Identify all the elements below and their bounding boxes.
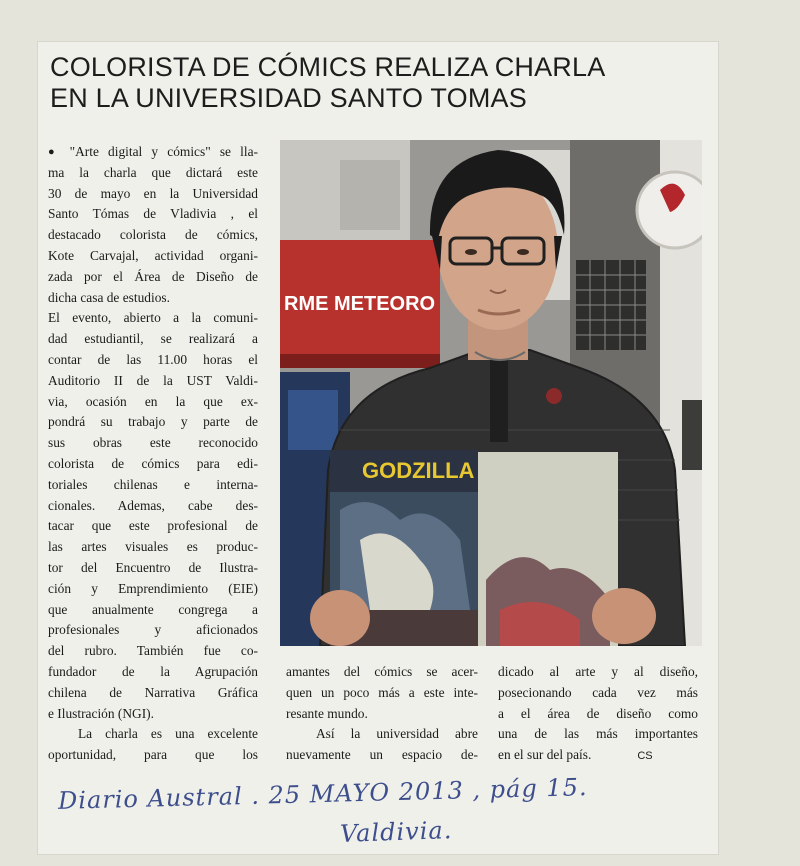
article-line: Santo Tómas de Vladivia , el [48, 206, 258, 222]
article-line: Así la universidad abre [316, 726, 478, 742]
photo-illustration [280, 140, 702, 646]
article-line: ción y Emprendimiento (EIE) [48, 580, 258, 596]
bullet-icon: ● [48, 146, 61, 158]
article-line: 30 de mayo en la Universidad [48, 185, 258, 201]
article-line: pondrá su trabajo y parte de [48, 414, 258, 430]
article-line: La charla es una excelente [78, 726, 258, 742]
article-line: Kote Carvajal, actividad organi- [48, 247, 258, 263]
article-line: tacar que este profesional de [48, 518, 258, 534]
article-line: que anualmente congrega a [48, 601, 258, 617]
article-line: dad estudiantil, se realizará a [48, 331, 258, 347]
article-line: via, ocasión en la que ex- [48, 393, 258, 409]
article-line: contar de las 11.00 horas el [48, 351, 258, 367]
article-column-3 [498, 662, 698, 767]
article-line: cionales. Ademas, cabe des- [48, 497, 258, 513]
store-sign-text: RME METEORO [284, 293, 436, 315]
article-line: del rubro. También fue co- [48, 643, 258, 659]
article-line: amantes del cómics se acer- [286, 664, 478, 679]
article-line: colorista de cómics para edi- [48, 455, 258, 471]
comic-title-text: GODZILLA [362, 458, 475, 483]
article-line: en el sur del país. CS [498, 747, 653, 763]
article-line: las artes visuales es produc- [48, 539, 258, 555]
article-line: fundador de la Agrupación [48, 663, 258, 679]
handwritten-source-note: Diario Austral . 25 MAYO 2013 , pág 15. [57, 773, 588, 815]
article-line: oportunidad, para que los [48, 747, 258, 763]
article-line: ● "Arte digital y cómics" se lla- [48, 144, 258, 159]
article-line: dicha casa de estudios. [48, 289, 170, 305]
article-line: Auditorio II de la UST Valdi- [48, 372, 258, 388]
headline-line-1: COLORISTA DE CÓMICS REALIZA CHARLA [50, 52, 606, 82]
headline [50, 52, 700, 114]
article-line: a el área de diseño como [498, 705, 698, 721]
handwritten-city-note: Valdivia. [339, 816, 453, 848]
article-column-2 [286, 662, 478, 766]
end-mark: CS [637, 750, 653, 763]
article-line: resante mundo. [286, 705, 368, 721]
article-line: zada por el Área de Diseño de [48, 268, 258, 284]
article-line: toriales chilenas e interna- [48, 476, 258, 492]
article-line: ma la charla que dictará este [48, 164, 258, 180]
article-line: profesionales y aficionados [48, 622, 258, 638]
article-line: chilena de Narrativa Gráfica [48, 684, 258, 700]
article-line: El evento, abierto a la comuni- [48, 310, 258, 326]
article-line: sus obras este reconocido [48, 435, 258, 451]
article-line: destacado colorista de cómics, [48, 227, 258, 243]
article-line: dicado al arte y al diseño, [498, 664, 698, 679]
article-line: e Ilustración (NGI). [48, 705, 154, 721]
article-photo [280, 140, 702, 646]
article-line: quen un poco más a este inte- [286, 684, 478, 700]
article-line: nuevamente un espacio de- [286, 747, 478, 763]
headline-line-2: EN LA UNIVERSIDAD SANTO TOMAS [50, 83, 527, 113]
article-line: posecionando cada vez más [498, 684, 698, 700]
article-line: una de las más importantes [498, 726, 698, 742]
article-line: tor del Encuentro de Ilustra- [48, 559, 258, 575]
article-column-1 [48, 142, 258, 766]
